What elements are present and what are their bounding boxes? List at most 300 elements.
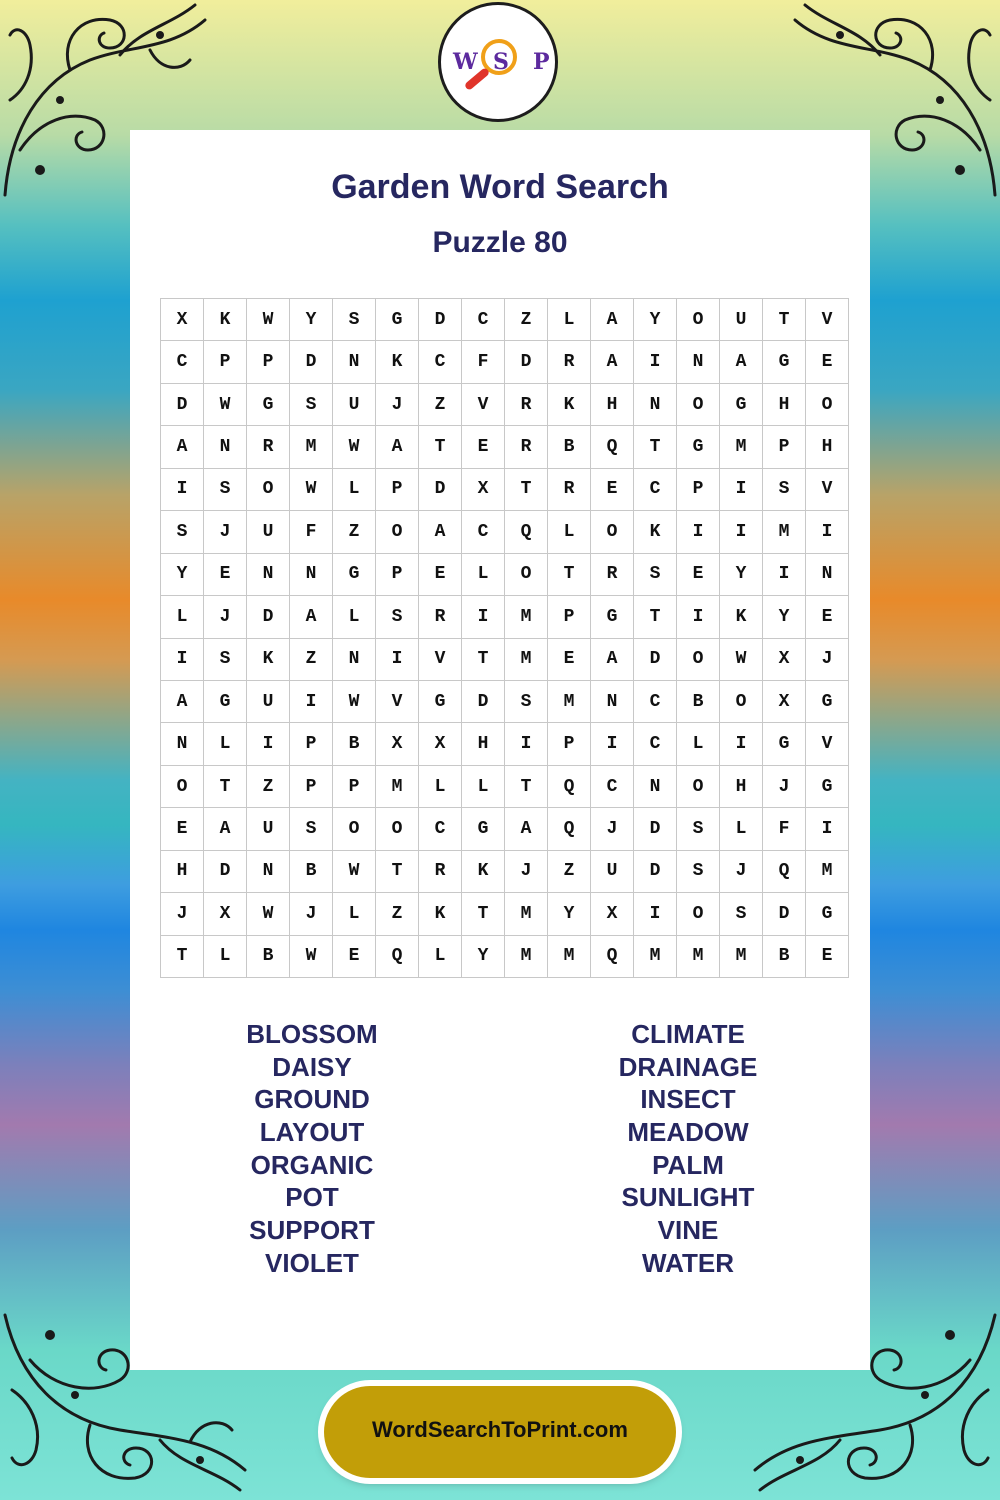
grid-cell[interactable]: H [161, 850, 204, 892]
grid-cell[interactable]: G [333, 553, 376, 595]
grid-cell[interactable]: G [247, 383, 290, 425]
grid-cell[interactable]: A [419, 511, 462, 553]
grid-cell[interactable]: L [462, 553, 505, 595]
grid-cell[interactable]: N [806, 553, 849, 595]
grid-cell[interactable]: S [333, 299, 376, 341]
grid-cell[interactable]: I [161, 468, 204, 510]
grid-cell[interactable]: M [677, 935, 720, 977]
grid-cell[interactable]: E [462, 426, 505, 468]
grid-row [161, 511, 849, 553]
grid-cell[interactable]: G [591, 596, 634, 638]
grid-cell[interactable]: E [806, 935, 849, 977]
grid-cell[interactable]: M [548, 680, 591, 722]
word-list-right [558, 1018, 818, 1280]
grid-cell[interactable]: L [548, 299, 591, 341]
grid-cell[interactable]: O [376, 511, 419, 553]
grid-cell[interactable]: W [247, 299, 290, 341]
grid-cell[interactable]: S [505, 680, 548, 722]
grid-cell[interactable]: X [376, 723, 419, 765]
grid-cell[interactable]: R [419, 850, 462, 892]
grid-cell[interactable]: L [204, 935, 247, 977]
logo-letter-s: S [493, 49, 509, 75]
grid-cell[interactable]: A [720, 341, 763, 383]
grid-cell[interactable]: O [806, 383, 849, 425]
grid-cell[interactable]: G [806, 765, 849, 807]
grid-cell[interactable]: W [290, 935, 333, 977]
grid-cell[interactable]: C [634, 468, 677, 510]
grid-cell[interactable]: M [634, 935, 677, 977]
grid-cell[interactable]: B [290, 850, 333, 892]
grid-cell[interactable]: N [677, 341, 720, 383]
grid-cell[interactable]: M [505, 893, 548, 935]
grid-cell[interactable]: W [247, 893, 290, 935]
grid-cell[interactable]: Q [505, 511, 548, 553]
grid-cell[interactable]: W [333, 426, 376, 468]
grid-cell[interactable]: Y [720, 553, 763, 595]
grid-cell[interactable]: K [462, 850, 505, 892]
grid-cell[interactable]: L [333, 893, 376, 935]
grid-cell[interactable]: I [591, 723, 634, 765]
grid-cell[interactable]: A [591, 341, 634, 383]
grid-cell[interactable]: I [247, 723, 290, 765]
grid-cell[interactable]: S [677, 808, 720, 850]
grid-row [161, 723, 849, 765]
grid-cell[interactable]: G [720, 383, 763, 425]
grid-cell[interactable]: R [419, 596, 462, 638]
grid-cell[interactable]: X [462, 468, 505, 510]
grid-cell[interactable]: Z [247, 765, 290, 807]
grid-cell[interactable]: A [505, 808, 548, 850]
grid-cell[interactable]: D [419, 299, 462, 341]
grid-cell[interactable]: V [806, 723, 849, 765]
grid-cell[interactable]: A [204, 808, 247, 850]
word-list-item: LAYOUT [259, 1117, 365, 1148]
grid-cell[interactable]: O [333, 808, 376, 850]
word-list-item: PALM [652, 1149, 724, 1180]
grid-cell[interactable]: F [763, 808, 806, 850]
grid-cell[interactable]: L [419, 765, 462, 807]
grid-cell[interactable]: G [419, 680, 462, 722]
grid-cell[interactable]: D [290, 341, 333, 383]
grid-cell[interactable]: O [677, 383, 720, 425]
grid-cell[interactable]: W [333, 850, 376, 892]
word-list-item: VIOLET [265, 1247, 359, 1278]
grid-cell[interactable]: F [290, 511, 333, 553]
grid-cell[interactable]: E [204, 553, 247, 595]
grid-cell[interactable]: J [204, 511, 247, 553]
grid-cell[interactable]: S [204, 468, 247, 510]
grid-cell[interactable]: V [462, 383, 505, 425]
grid-cell[interactable]: D [419, 468, 462, 510]
word-list-left [182, 1018, 442, 1280]
grid-cell[interactable]: Y [290, 299, 333, 341]
grid-cell[interactable]: I [720, 511, 763, 553]
word-list-item: POT [285, 1182, 339, 1213]
grid-cell[interactable]: O [720, 680, 763, 722]
grid-row [161, 426, 849, 468]
grid-row [161, 468, 849, 510]
grid-cell[interactable]: L [677, 723, 720, 765]
grid-cell[interactable]: L [720, 808, 763, 850]
grid-row [161, 638, 849, 680]
grid-cell[interactable]: W [333, 680, 376, 722]
grid-cell[interactable]: A [161, 426, 204, 468]
grid-cell[interactable]: R [548, 341, 591, 383]
grid-cell[interactable]: V [419, 638, 462, 680]
grid-cell[interactable]: R [591, 553, 634, 595]
grid-row [161, 341, 849, 383]
grid-row [161, 765, 849, 807]
grid-cell[interactable]: O [677, 765, 720, 807]
grid-cell[interactable]: I [634, 341, 677, 383]
grid-cell[interactable]: P [548, 723, 591, 765]
grid-cell[interactable]: X [763, 680, 806, 722]
grid-cell[interactable]: T [763, 299, 806, 341]
grid-cell[interactable]: D [462, 680, 505, 722]
grid-cell[interactable]: Q [548, 808, 591, 850]
grid-cell[interactable]: M [505, 596, 548, 638]
grid-cell[interactable]: B [333, 723, 376, 765]
grid-cell[interactable]: N [333, 638, 376, 680]
grid-cell[interactable]: E [677, 553, 720, 595]
grid-cell[interactable]: I [763, 553, 806, 595]
grid-cell[interactable]: O [376, 808, 419, 850]
grid-row [161, 383, 849, 425]
grid-cell[interactable]: J [376, 383, 419, 425]
word-list-item: VINE [657, 1215, 719, 1246]
grid-cell[interactable]: W [720, 638, 763, 680]
grid-cell[interactable]: L [204, 723, 247, 765]
grid-cell[interactable]: J [591, 808, 634, 850]
letter-grid [160, 298, 849, 978]
grid-cell[interactable]: P [290, 765, 333, 807]
grid-row [161, 850, 849, 892]
grid-cell[interactable]: M [763, 511, 806, 553]
grid-cell[interactable]: G [763, 723, 806, 765]
grid-cell[interactable]: L [548, 511, 591, 553]
grid-cell[interactable]: H [591, 383, 634, 425]
puzzle-sheet [130, 130, 870, 1370]
grid-cell[interactable]: I [806, 511, 849, 553]
grid-cell[interactable]: S [376, 596, 419, 638]
word-list-item: MEADOW [627, 1117, 749, 1148]
grid-cell[interactable]: I [677, 511, 720, 553]
grid-cell[interactable]: Q [591, 426, 634, 468]
grid-cell[interactable]: E [333, 935, 376, 977]
grid-cell[interactable]: T [634, 596, 677, 638]
grid-cell[interactable]: L [333, 596, 376, 638]
grid-cell[interactable]: O [677, 299, 720, 341]
grid-cell[interactable]: P [763, 426, 806, 468]
grid-row [161, 596, 849, 638]
grid-cell[interactable]: D [634, 850, 677, 892]
grid-cell[interactable]: U [247, 680, 290, 722]
grid-cell[interactable]: X [161, 299, 204, 341]
grid-cell[interactable]: A [290, 596, 333, 638]
grid-cell[interactable]: T [634, 426, 677, 468]
grid-cell[interactable]: G [677, 426, 720, 468]
grid-cell[interactable]: I [720, 723, 763, 765]
grid-cell[interactable]: K [247, 638, 290, 680]
grid-cell[interactable]: A [376, 426, 419, 468]
grid-cell[interactable]: U [333, 383, 376, 425]
grid-cell[interactable]: M [720, 935, 763, 977]
grid-cell[interactable]: N [247, 553, 290, 595]
grid-cell[interactable]: N [204, 426, 247, 468]
grid-cell[interactable]: A [591, 299, 634, 341]
word-list-item: BLOSSOM [246, 1019, 378, 1049]
site-link-button[interactable] [324, 1386, 676, 1478]
grid-cell[interactable]: H [763, 383, 806, 425]
grid-cell[interactable]: S [290, 808, 333, 850]
grid-cell[interactable]: J [290, 893, 333, 935]
grid-cell[interactable]: S [720, 893, 763, 935]
grid-cell[interactable]: P [376, 553, 419, 595]
grid-cell[interactable]: R [505, 426, 548, 468]
grid-cell[interactable]: G [763, 341, 806, 383]
grid-cell[interactable]: T [505, 468, 548, 510]
grid-cell[interactable]: Q [376, 935, 419, 977]
grid-cell[interactable]: L [462, 765, 505, 807]
grid-cell[interactable]: D [247, 596, 290, 638]
grid-cell[interactable]: M [505, 638, 548, 680]
grid-cell[interactable]: G [806, 680, 849, 722]
grid-cell[interactable]: I [161, 638, 204, 680]
grid-cell[interactable]: Q [763, 850, 806, 892]
puzzle-number: Puzzle 80 [432, 226, 568, 259]
grid-cell[interactable]: N [290, 553, 333, 595]
grid-cell[interactable]: Z [505, 299, 548, 341]
grid-cell[interactable]: Z [419, 383, 462, 425]
grid-cell[interactable]: D [763, 893, 806, 935]
grid-cell[interactable]: S [677, 850, 720, 892]
grid-cell[interactable]: U [720, 299, 763, 341]
grid-cell[interactable]: D [505, 341, 548, 383]
grid-cell[interactable]: W [204, 383, 247, 425]
grid-cell[interactable]: O [677, 638, 720, 680]
site-logo[interactable] [438, 2, 558, 122]
grid-cell[interactable]: B [247, 935, 290, 977]
grid-cell[interactable]: I [505, 723, 548, 765]
grid-cell[interactable]: K [419, 893, 462, 935]
grid-cell[interactable]: D [161, 383, 204, 425]
grid-cell[interactable]: L [333, 468, 376, 510]
grid-row [161, 299, 849, 341]
grid-cell[interactable]: K [548, 383, 591, 425]
grid-cell[interactable]: K [204, 299, 247, 341]
grid-row [161, 893, 849, 935]
grid-cell[interactable]: E [806, 596, 849, 638]
grid-cell[interactable]: C [161, 341, 204, 383]
grid-cell[interactable]: I [376, 638, 419, 680]
grid-cell[interactable]: S [634, 553, 677, 595]
grid-cell[interactable]: B [763, 935, 806, 977]
grid-cell[interactable]: J [161, 893, 204, 935]
grid-cell[interactable]: Y [548, 893, 591, 935]
word-list-item: DAISY [272, 1051, 352, 1082]
grid-cell[interactable]: O [505, 553, 548, 595]
grid-cell[interactable]: U [247, 808, 290, 850]
grid-cell[interactable]: M [290, 426, 333, 468]
grid-row [161, 680, 849, 722]
grid-cell[interactable]: X [591, 893, 634, 935]
grid-cell[interactable]: A [161, 680, 204, 722]
grid-cell[interactable]: O [677, 893, 720, 935]
grid-cell[interactable]: I [806, 808, 849, 850]
grid-cell[interactable]: I [290, 680, 333, 722]
word-list-item: CLIMATE [631, 1019, 745, 1049]
grid-cell[interactable]: H [806, 426, 849, 468]
grid-cell[interactable]: C [634, 680, 677, 722]
grid-cell[interactable]: Y [161, 553, 204, 595]
grid-cell[interactable]: L [419, 935, 462, 977]
grid-cell[interactable]: P [548, 596, 591, 638]
grid-cell[interactable]: T [462, 893, 505, 935]
grid-cell[interactable]: D [634, 638, 677, 680]
grid-cell[interactable]: N [247, 850, 290, 892]
grid-cell[interactable]: T [204, 765, 247, 807]
grid-cell[interactable]: G [462, 808, 505, 850]
grid-cell[interactable]: K [376, 341, 419, 383]
grid-cell[interactable]: X [419, 723, 462, 765]
word-list-item: ORGANIC [250, 1149, 374, 1180]
grid-cell[interactable]: V [806, 299, 849, 341]
word-list-item: SUPPORT [249, 1215, 375, 1246]
grid-row [161, 553, 849, 595]
grid-cell[interactable]: P [677, 468, 720, 510]
grid-cell[interactable]: E [161, 808, 204, 850]
grid-cell[interactable]: Y [634, 299, 677, 341]
grid-cell[interactable]: Z [376, 893, 419, 935]
grid-cell[interactable]: J [204, 596, 247, 638]
grid-cell[interactable]: S [161, 511, 204, 553]
grid-cell[interactable]: W [290, 468, 333, 510]
grid-cell[interactable]: J [763, 765, 806, 807]
grid-cell[interactable]: I [720, 468, 763, 510]
grid-cell[interactable]: T [161, 935, 204, 977]
grid-cell[interactable]: B [677, 680, 720, 722]
grid-cell[interactable]: Q [548, 765, 591, 807]
grid-cell[interactable]: S [204, 638, 247, 680]
grid-cell[interactable]: T [505, 765, 548, 807]
grid-cell[interactable]: P [333, 765, 376, 807]
grid-cell[interactable]: O [591, 511, 634, 553]
grid-cell[interactable]: D [634, 808, 677, 850]
grid-cell[interactable]: N [333, 341, 376, 383]
grid-cell[interactable]: P [376, 468, 419, 510]
grid-cell[interactable]: C [462, 299, 505, 341]
grid-cell[interactable]: M [720, 426, 763, 468]
grid-cell[interactable]: S [290, 383, 333, 425]
grid-cell[interactable]: U [591, 850, 634, 892]
site-link-label: WordSearchToPrint.com [372, 1417, 628, 1442]
grid-cell[interactable]: C [419, 341, 462, 383]
grid-cell[interactable]: C [591, 765, 634, 807]
grid-cell[interactable]: G [806, 893, 849, 935]
grid-cell[interactable]: C [462, 511, 505, 553]
grid-cell[interactable]: M [806, 850, 849, 892]
grid-cell[interactable]: E [806, 341, 849, 383]
grid-cell[interactable]: K [720, 596, 763, 638]
grid-cell[interactable]: N [161, 723, 204, 765]
grid-cell[interactable]: M [548, 935, 591, 977]
grid-cell[interactable]: O [161, 765, 204, 807]
grid-cell[interactable]: R [548, 468, 591, 510]
logo-letter-p: P [533, 49, 550, 75]
puzzle-title: Garden Word Search [331, 168, 669, 206]
grid-cell[interactable]: S [763, 468, 806, 510]
grid-cell[interactable]: E [548, 638, 591, 680]
grid-cell[interactable]: X [763, 638, 806, 680]
grid-cell[interactable]: I [677, 596, 720, 638]
grid-cell[interactable]: H [720, 765, 763, 807]
grid-cell[interactable]: P [247, 341, 290, 383]
grid-cell[interactable]: Z [290, 638, 333, 680]
grid-cell[interactable]: T [419, 426, 462, 468]
grid-cell[interactable]: D [204, 850, 247, 892]
grid-cell[interactable]: T [548, 553, 591, 595]
grid-cell[interactable]: V [376, 680, 419, 722]
word-list-item: WATER [642, 1247, 734, 1278]
grid-cell[interactable]: E [419, 553, 462, 595]
grid-cell[interactable]: H [462, 723, 505, 765]
grid-row [161, 935, 849, 977]
grid-cell[interactable]: F [462, 341, 505, 383]
grid-cell[interactable]: X [204, 893, 247, 935]
grid-cell[interactable]: A [591, 638, 634, 680]
grid-cell[interactable]: Y [763, 596, 806, 638]
word-list-item: DRAINAGE [618, 1051, 758, 1082]
grid-cell[interactable]: C [634, 723, 677, 765]
grid-cell[interactable]: U [247, 511, 290, 553]
grid-cell[interactable]: G [376, 299, 419, 341]
grid-cell[interactable]: I [634, 893, 677, 935]
word-list-item: GROUND [254, 1084, 370, 1115]
grid-cell[interactable]: M [376, 765, 419, 807]
grid-cell[interactable]: V [806, 468, 849, 510]
grid-cell[interactable]: T [376, 850, 419, 892]
grid-cell[interactable]: N [634, 383, 677, 425]
grid-cell[interactable]: Q [591, 935, 634, 977]
grid-cell[interactable]: B [548, 426, 591, 468]
logo-letter-w: W [453, 49, 478, 75]
grid-cell[interactable]: P [204, 341, 247, 383]
grid-cell[interactable]: C [419, 808, 462, 850]
grid-cell[interactable]: R [505, 383, 548, 425]
grid-cell[interactable]: J [505, 850, 548, 892]
grid-cell[interactable]: K [634, 511, 677, 553]
grid-cell[interactable]: P [290, 723, 333, 765]
grid-cell[interactable]: N [591, 680, 634, 722]
grid-cell[interactable]: E [591, 468, 634, 510]
grid-cell[interactable]: T [462, 638, 505, 680]
grid-cell[interactable]: G [204, 680, 247, 722]
word-list-item: SUNLIGHT [621, 1182, 755, 1213]
grid-cell[interactable]: I [462, 596, 505, 638]
grid-row [161, 808, 849, 850]
grid-cell[interactable]: O [247, 468, 290, 510]
grid-cell[interactable]: J [720, 850, 763, 892]
grid-cell[interactable]: J [806, 638, 849, 680]
grid-cell[interactable]: Z [333, 511, 376, 553]
grid-cell[interactable]: L [161, 596, 204, 638]
grid-cell[interactable]: R [247, 426, 290, 468]
grid-cell[interactable]: Z [548, 850, 591, 892]
grid-cell[interactable]: Y [462, 935, 505, 977]
word-list-item: INSECT [640, 1084, 736, 1115]
grid-cell[interactable]: N [634, 765, 677, 807]
grid-cell[interactable]: M [505, 935, 548, 977]
